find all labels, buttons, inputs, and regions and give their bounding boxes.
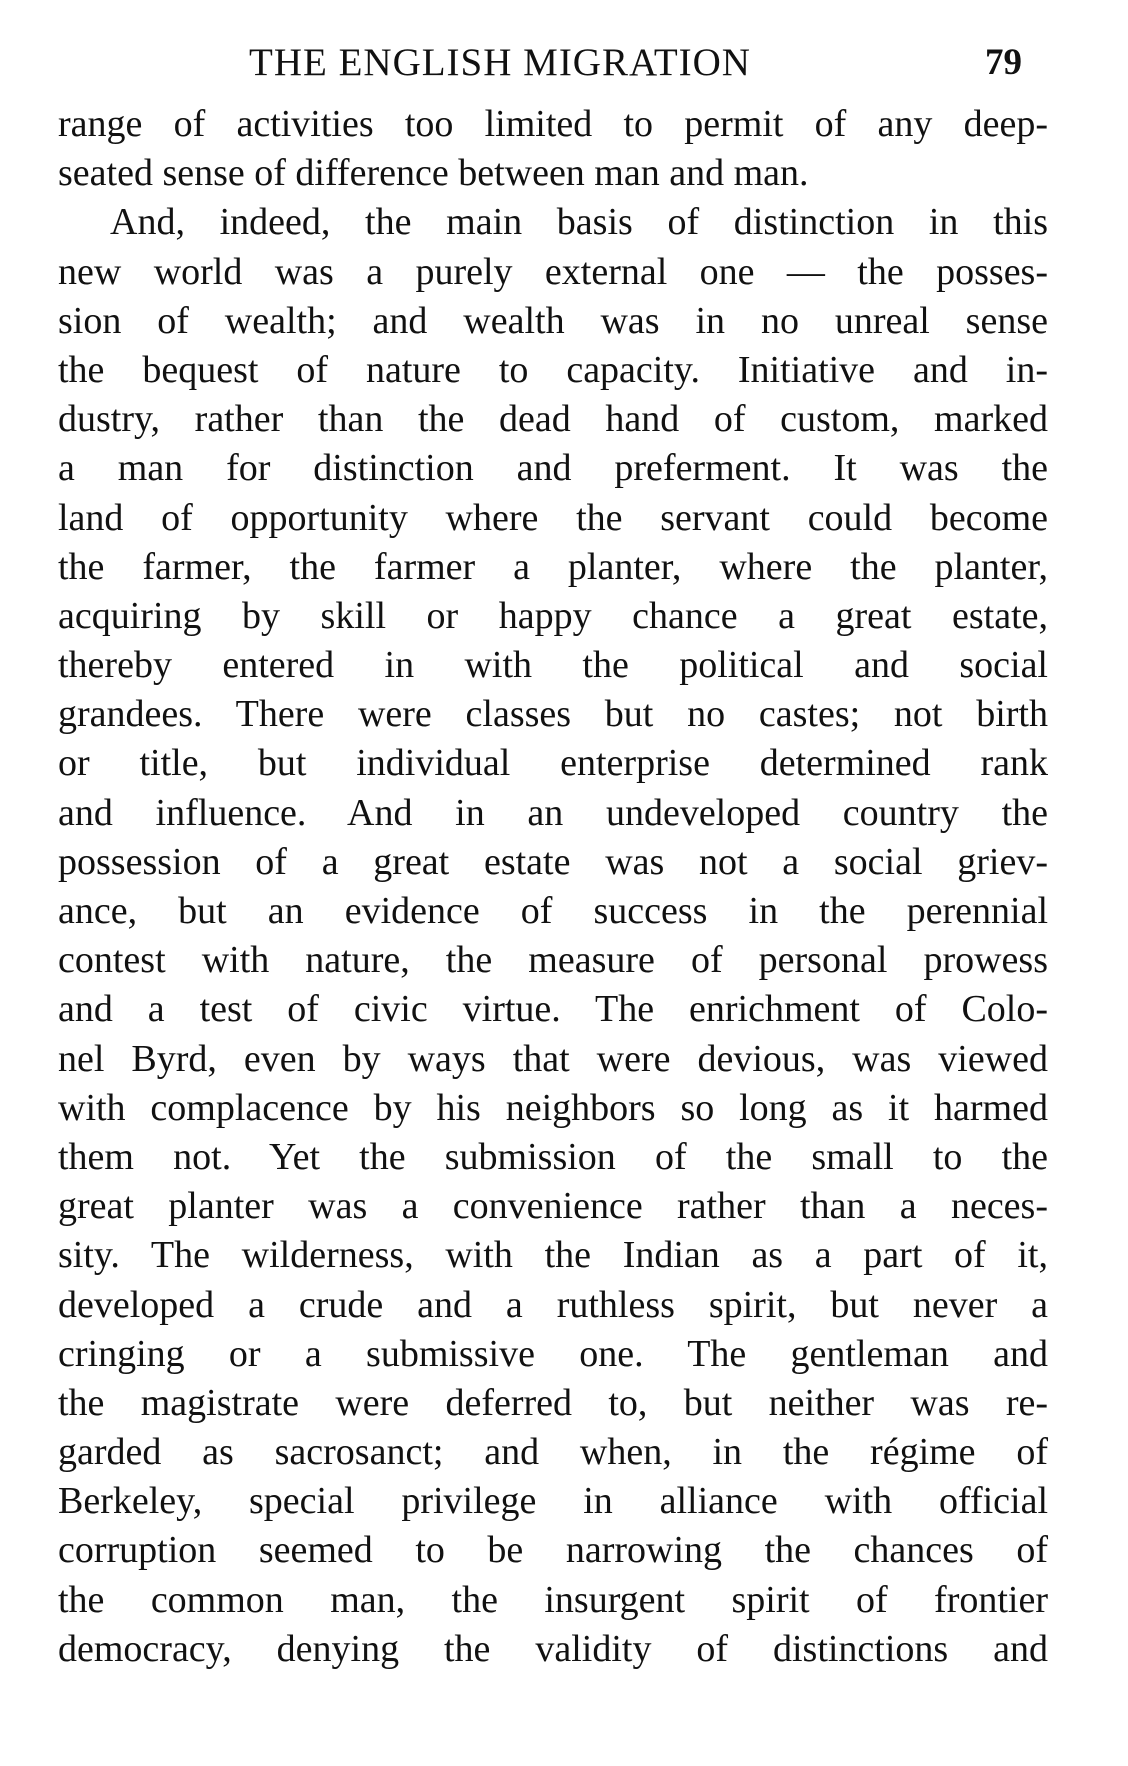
- text-line: And, indeed, the main basis of distinction in this: [110, 201, 1048, 244]
- text-line: corruption seemed to be narrowing the chances of: [58, 1529, 1048, 1572]
- text-line: land of opportunity where the servant could become: [58, 496, 1048, 539]
- running-head-title: THE ENGLISH MIGRATION: [249, 41, 751, 84]
- text-line: great planter was a convenience rather than a neces-: [58, 1185, 1048, 1228]
- text-line: with complacence by his neighbors so long as it harmed: [58, 1086, 1048, 1129]
- text-line: nel Byrd, even by ways that were devious, was viewed: [58, 1037, 1048, 1080]
- text-line: seated sense of difference between man and man.: [58, 152, 809, 195]
- text-line: democracy, denying the validity of distinctions and: [58, 1627, 1048, 1670]
- text-line: possession of a great estate was not a social griev-: [58, 840, 1048, 883]
- text-line: contest with nature, the measure of personal prowess: [58, 939, 1048, 982]
- page-number: 79: [985, 42, 1022, 83]
- text-line: them not. Yet the submission of the small to the: [58, 1135, 1048, 1178]
- text-line: ance, but an evidence of success in the perennial: [58, 890, 1048, 932]
- text-line: thereby entered in with the political and social: [58, 644, 1048, 687]
- text-line: garded as sacrosanct; and when, in the régime of: [58, 1431, 1048, 1474]
- text-line: range of activities too limited to permit of any deep-: [58, 103, 1048, 145]
- text-line: developed a crude and a ruthless spirit, but never a: [58, 1283, 1048, 1326]
- text-line: a man for distinction and preferment. It was the: [58, 447, 1048, 490]
- text-line: and influence. And in an undeveloped country the: [58, 791, 1048, 834]
- running-head: [0, 38, 1128, 88]
- text-line: dustry, rather than the dead hand of custom, marked: [58, 398, 1048, 441]
- text-line: the magistrate were deferred to, but neither was re-: [58, 1381, 1048, 1424]
- text-line: and a test of civic virtue. The enrichment of Colo-: [58, 988, 1048, 1031]
- text-line: grandees. There were classes but no castes; not birth: [58, 693, 1048, 736]
- text-line: the common man, the insurgent spirit of frontier: [58, 1578, 1048, 1621]
- text-line: or title, but individual enterprise determined rank: [58, 742, 1048, 785]
- text-line: Berkeley, special privilege in alliance with official: [58, 1480, 1048, 1523]
- body-text: [58, 100, 1048, 1674]
- text-line: the farmer, the farmer a planter, where the planter,: [58, 545, 1048, 588]
- text-line: new world was a purely external one — the posses-: [58, 250, 1048, 293]
- text-line: sion of wealth; and wealth was in no unreal sense: [58, 299, 1048, 342]
- text-line: the bequest of nature to capacity. Initiative and in-: [58, 348, 1048, 391]
- text-line: acquiring by skill or happy chance a great estate,: [58, 594, 1048, 637]
- text-line: sity. The wilderness, with the Indian as a part of it,: [58, 1234, 1048, 1277]
- text-line: cringing or a submissive one. The gentleman and: [58, 1332, 1048, 1375]
